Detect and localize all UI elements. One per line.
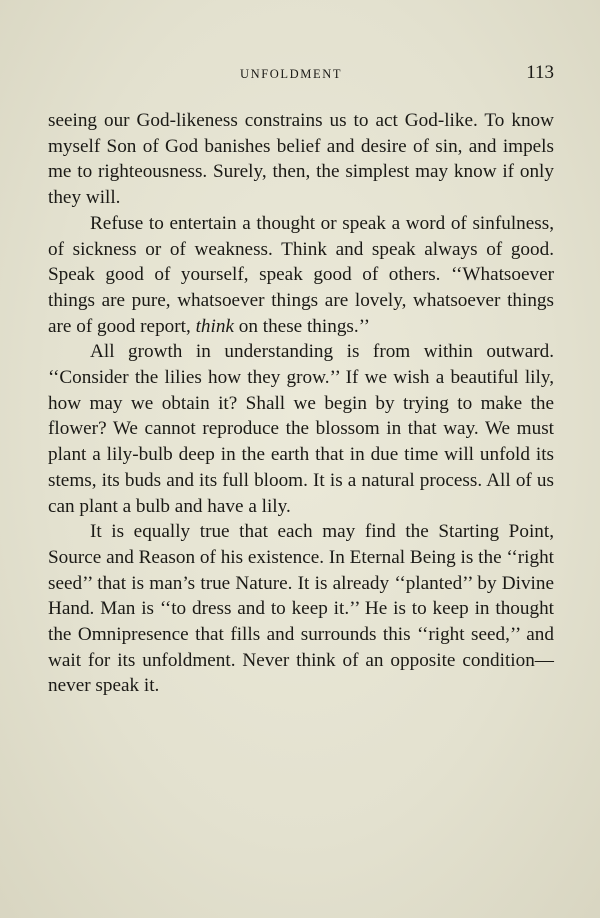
running-head [48,62,554,84]
emphasis-think: think [195,315,234,337]
paragraph-refuse-ending: on these things.’’ [233,315,371,337]
paragraph-refuse-text: Refuse to entertain a thought or speak a word of sinfulness, of sickness or of weakness. Think and speak always of good. Speak good of yourself, speak good of others. ‘‘Whatsoever things are pure, whatsoever things are lovely, whatsoever things are of good report, [48,212,554,337]
paragraph-starting-point: It is equally true that each may find the Starting Point, Source and Reason of his existence. In Eternal Being is the ‘‘right seed’’ that is man’s true Nature. It is already ‘‘planted’’ by Divine Hand. Man is ‘‘to dress and to keep it.’’ He is to keep in thought the Omnipresence that fills and surrounds this ‘‘right seed,’’ and wait for its unfoldment. Never think of an opposite condition—never speak it. [48,521,554,697]
running-title: UNFOLDMENT [240,67,343,81]
paragraph-growth: All growth in understanding is from within outward. ‘‘Consider the lilies how they grow.’’ If we wish a beautiful lily, how may we obtain it? Shall we begin by trying to make the flower? We cannot reproduce the blossom in that way. We must plant a lily-bulb deep in the earth that in due time will unfold its stems, its buds and its full bloom. It is a natural process. All of us can plant a bulb and have a lily. [48,341,554,517]
page-number: 113 [526,62,554,83]
paragraph-refuse [48,211,554,340]
body-text [48,108,554,699]
paragraph-continuation: seeing our God-likeness constrains us to act God-like. To know myself Son of God banishes belief and desire of sin, and impels me to righteousness. Surely, then, the simplest may know if only they will. [48,110,554,209]
